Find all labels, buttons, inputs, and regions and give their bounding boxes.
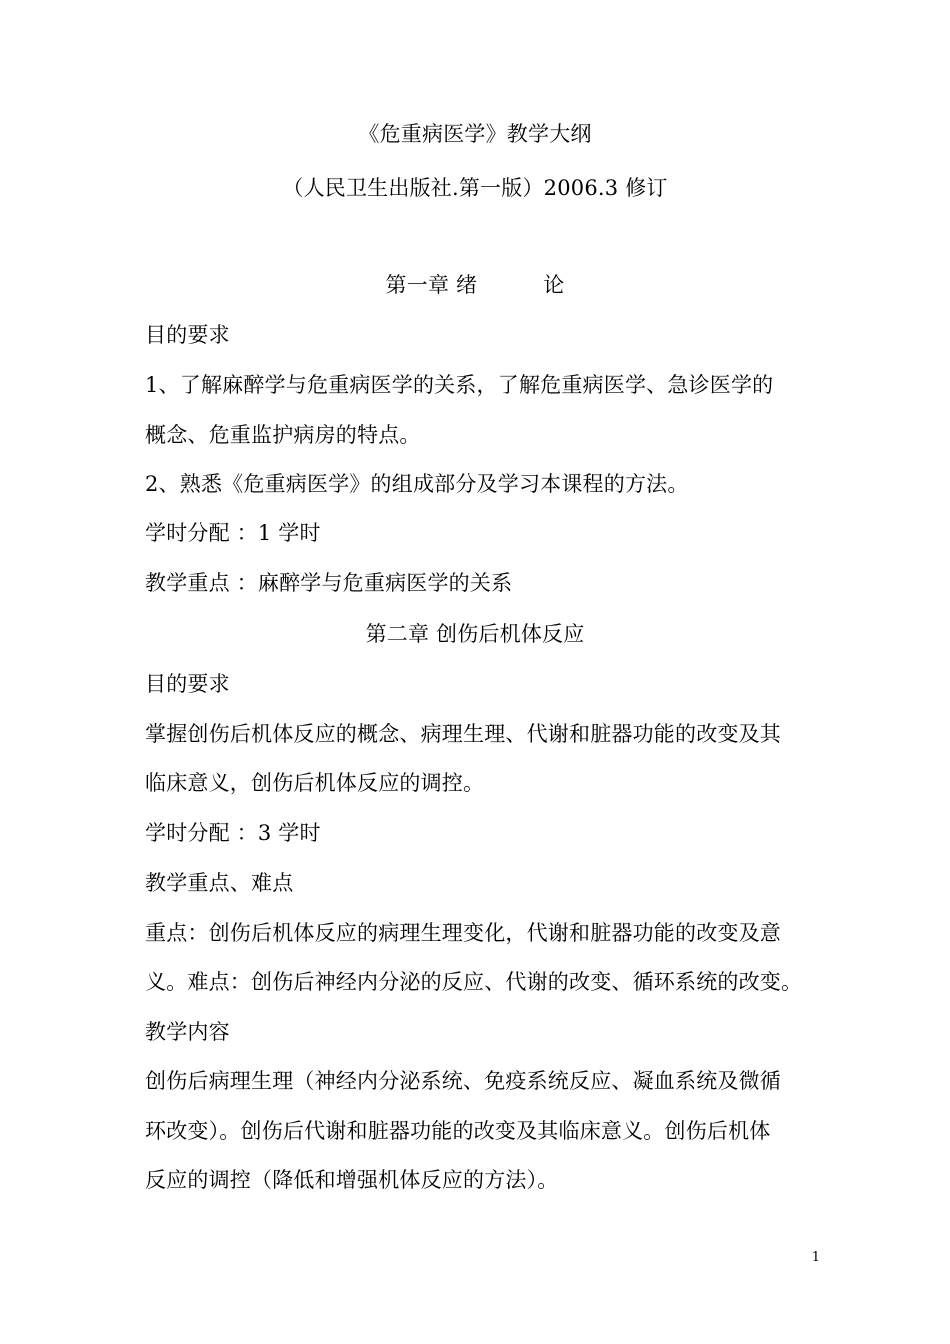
chapter1-objectives-heading: 目的要求 xyxy=(145,323,230,347)
chapter2-objectives-line2: 临床意义，创伤后机体反应的调控。 xyxy=(145,771,485,795)
chapter2-content-line3: 反应的调控（降低和增强机体反应的方法）。 xyxy=(145,1168,559,1192)
chapter2-objectives-heading: 目的要求 xyxy=(145,672,230,696)
chapter2-content-line1: 创伤后病理生理（神经内分泌系统、免疫系统反应、凝血系统及微循 xyxy=(145,1069,781,1093)
chapter2-key-line1: 重点：创伤后机体反应的病理生理变化，代谢和脏器功能的改变及意 xyxy=(145,921,781,945)
chapter1-hours: 学时分配 ：1 学时 xyxy=(145,521,321,545)
chapter2-heading: 第二章 创伤后机体反应 xyxy=(365,622,585,646)
chapter1-key-points: 教学重点 ：麻醉学与危重病医学的关系 xyxy=(145,571,513,595)
chapter1-heading-left: 第一章 绪 xyxy=(385,273,478,297)
page-number: 1 xyxy=(811,1250,820,1265)
chapter2-key-difficult-heading: 教学重点、难点 xyxy=(145,871,294,895)
chapter1-item2: 2、熟悉《危重病医学》的组成部分及学习本课程的方法。 xyxy=(145,472,689,496)
document-title: 《危重病医学》教学大纲 xyxy=(358,122,592,146)
chapter2-content-line2: 环改变）。创伤后代谢和脏器功能的改变及其临床意义。创伤后机体 xyxy=(145,1119,771,1143)
chapter1-heading-right: 论 xyxy=(543,273,565,297)
chapter2-content-heading: 教学内容 xyxy=(145,1020,230,1044)
chapter1-heading xyxy=(0,270,950,300)
chapter2-objectives-line1: 掌握创伤后机体反应的概念、病理生理、代谢和脏器功能的改变及其 xyxy=(145,722,781,746)
chapter1-item1-line2: 概念、危重监护病房的特点。 xyxy=(145,423,421,447)
document-subtitle: （人民卫生出版社.第一版）2006.3 修订 xyxy=(282,176,668,200)
chapter2-hours: 学时分配 ：3 学时 xyxy=(145,821,321,845)
chapter1-item1-line1: 1、了解麻醉学与危重病医学的关系，了解危重病医学、急诊医学的 xyxy=(145,373,774,397)
chapter2-key-line2: 义。难点：创伤后神经内分泌的反应、代谢的改变、循环系统的改变。 xyxy=(145,970,803,994)
